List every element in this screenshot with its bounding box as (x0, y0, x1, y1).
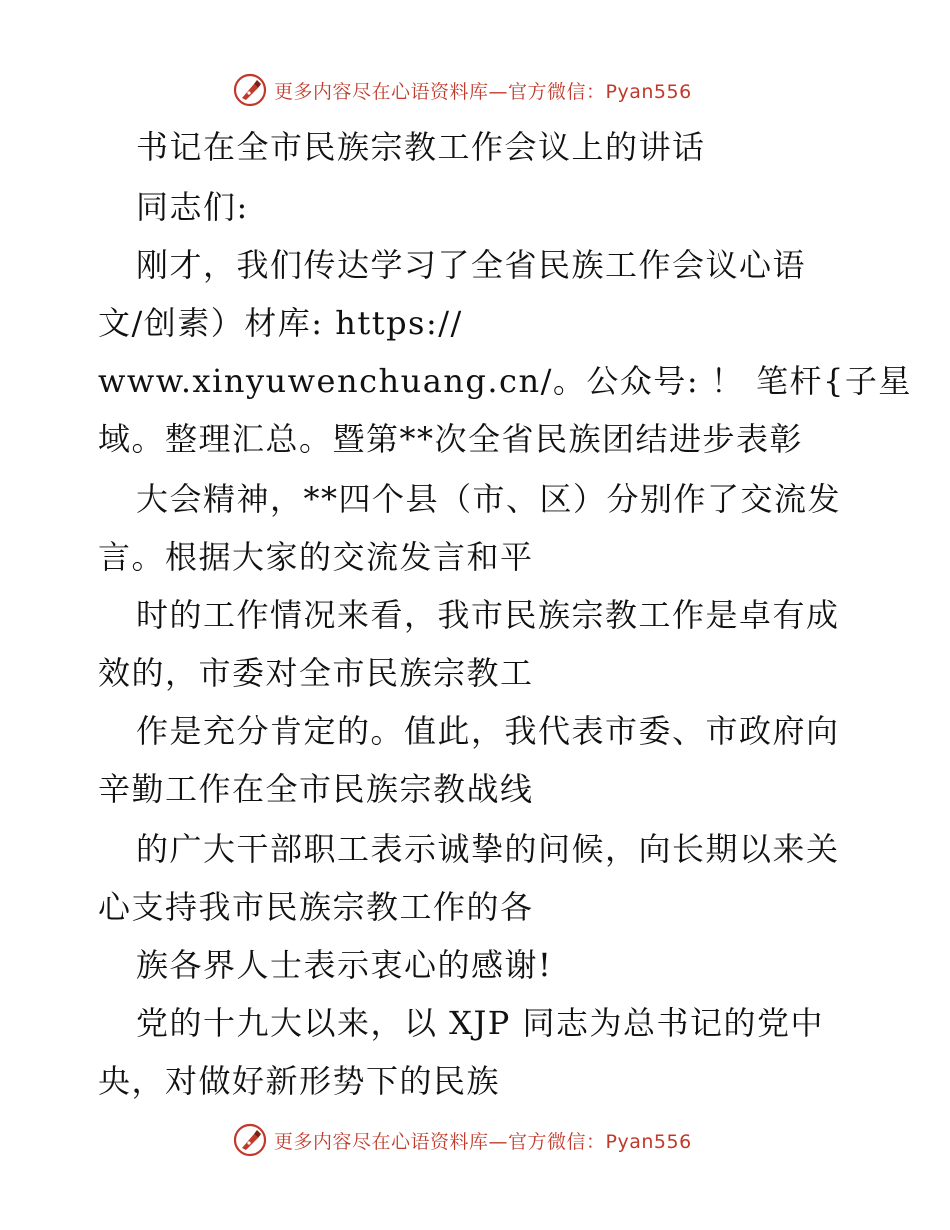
text-line: 央，对做好新形势下的民族 (98, 1062, 501, 1100)
text-line: 的广大干部职工表示诚挚的问候，向长期以来关 (136, 830, 840, 868)
header-watermark-text: 更多内容尽在心语资料库—官方微信：Pyan556 (274, 80, 692, 103)
text-line: 言。根据大家的交流发言和平 (98, 538, 534, 576)
text-line: 域。整理汇总。暨第**次全省民族团结进步表彰 (98, 420, 804, 458)
footer-watermark (232, 1122, 692, 1158)
text-line: 心支持我市民族宗教工作的各 (98, 888, 534, 926)
pen-nib-logo-icon (232, 1122, 268, 1158)
header-watermark (232, 72, 692, 108)
text-line: 文/创素）材库: https:// (98, 304, 463, 342)
text-line: 时的工作情况来看，我市民族宗教工作是卓有成 (136, 596, 840, 634)
text-line: www.xinyuwenchuang.cn/。公众号: ！ 笔杆{子星 (98, 362, 912, 400)
text-line: 辛勤工作在全市民族宗教战线 (98, 770, 534, 808)
text-line: 刚才，我们传达学习了全省民族工作会议心语 (136, 246, 807, 284)
salutation: 同志们: (136, 188, 249, 226)
document-title: 书记在全市民族宗教工作会议上的讲话 (136, 128, 706, 166)
text-line: 族各界人士表示衷心的感谢! (136, 946, 553, 984)
text-line: 党的十九大以来，以 XJP 同志为总书记的党中 (136, 1004, 824, 1042)
pen-nib-logo-icon (232, 72, 268, 108)
text-line: 效的，市委对全市民族宗教工 (98, 654, 534, 692)
footer-watermark-text: 更多内容尽在心语资料库—官方微信：Pyan556 (274, 1130, 692, 1153)
text-line: 大会精神，**四个县（市、区）分别作了交流发 (136, 480, 842, 518)
text-line: 作是充分肯定的。值此，我代表市委、市政府向 (136, 712, 840, 750)
